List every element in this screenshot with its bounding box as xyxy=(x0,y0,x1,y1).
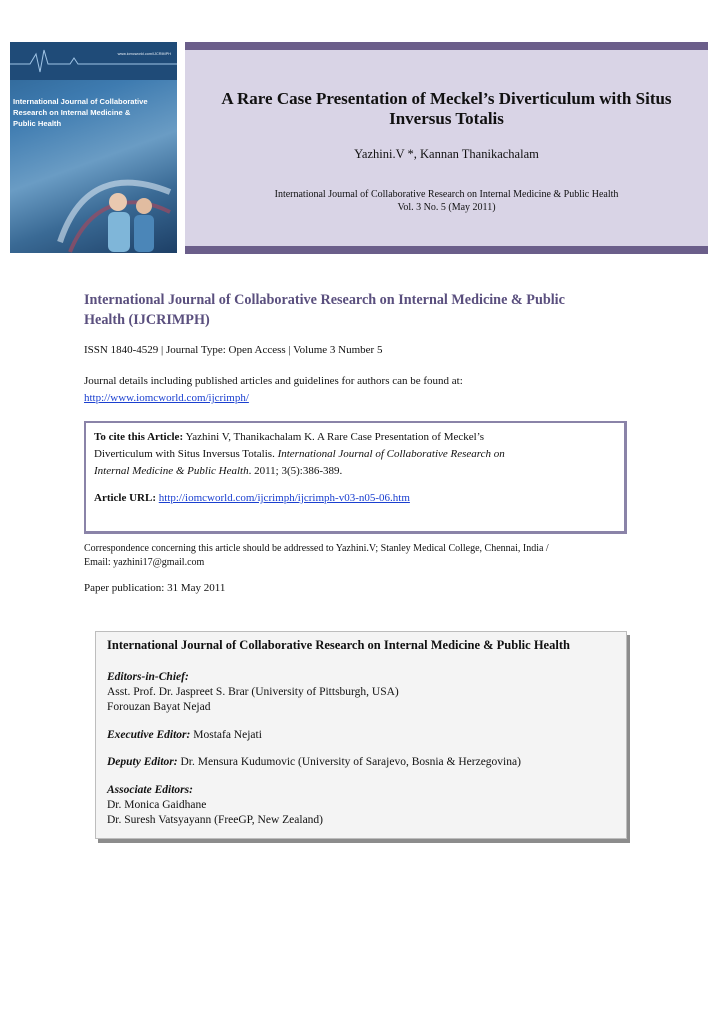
article-title xyxy=(185,89,708,129)
online-line: Medical Council (IOMC) xyxy=(13,265,60,271)
citation-journal-italic: International Journal of Collaborative Research on xyxy=(277,448,505,460)
article-title-line: A Rare Case Presentation of Meckel’s Diverticulum with Situs xyxy=(221,89,672,108)
online-line: International Online xyxy=(13,259,52,265)
correspondence-line: Correspondence concerning this article should be addressed to Yazhini.V; Stanley Medical College, Chennai, India / xyxy=(84,543,549,554)
cover-url: www.iomcworld.com/IJCRIMPH xyxy=(117,52,171,56)
correspondence xyxy=(84,542,549,570)
journal-title-line: Health (IJCRIMPH) xyxy=(84,312,210,328)
header-top-band xyxy=(185,42,708,50)
editor-in-chief-1: Asst. Prof. Dr. Jaspreet S. Brar (University of Pittsburgh, USA) xyxy=(107,686,399,698)
issn-line: ISSN 1840-4529 | Journal Type: Open Access | Volume 3 Number 5 xyxy=(84,344,383,356)
article-journal xyxy=(185,188,708,214)
associate-editor-2: Dr. Suresh Vatsyayann (FreeGP, New Zealand) xyxy=(107,814,324,826)
associate-editor-1: Dr. Monica Gaidhane xyxy=(107,799,207,811)
article-journal-line: Vol. 3 No. 5 (May 2011) xyxy=(397,202,496,213)
article-header-panel xyxy=(185,42,708,254)
citation-line-2: Diverticulum with Situs Inversus Totalis. xyxy=(94,448,275,460)
journal-details-link[interactable]: http://www.iomcworld.com/ijcrimph/ xyxy=(84,392,249,404)
editorial-board-box xyxy=(95,631,627,839)
article-url-line xyxy=(94,492,410,504)
editors-in-chief-label: Editors-in-Chief: xyxy=(107,671,189,683)
article-authors: Yazhini.V *, Kannan Thanikachalam xyxy=(354,147,539,161)
executive-editor: Executive Editor: Mostafa Nejati xyxy=(107,729,262,741)
deputy-editor: Deputy Editor: Dr. Mensura Kudumovic (University of Sarajevo, Bosnia & Herzegovina) xyxy=(107,756,521,768)
citation-journal-italic-2: Internal Medicine & Public Health xyxy=(94,465,249,477)
online-line: Online access at: xyxy=(13,254,47,259)
correspondence-email: Email: yazhini17@gmail.com xyxy=(84,557,205,568)
article-url-link[interactable]: http://iomcworld.com/ijcrimph/ijcrimph-v03-n05-06.htm xyxy=(158,492,410,504)
journal-details-text: Journal details including published articles and guidelines for authors can be found at: xyxy=(84,375,463,387)
cover-online-access xyxy=(13,254,83,276)
citation-text xyxy=(94,429,616,480)
citation-year-pages: . 2011; 3(5):386-389. xyxy=(248,465,343,477)
article-journal-line: International Journal of Collaborative Research on Internal Medicine & Public Health xyxy=(274,189,619,200)
journal-details xyxy=(84,373,463,407)
journal-cover-image xyxy=(10,42,177,276)
cover-illustration xyxy=(60,162,170,252)
cover-title xyxy=(13,96,175,129)
journal-title xyxy=(84,290,644,330)
cover-title-line: Research on Internal Medicine & xyxy=(13,108,131,117)
cover-top-bar xyxy=(10,42,177,80)
ecg-line-icon xyxy=(10,42,177,80)
citation-box xyxy=(84,421,627,534)
cover-title-line: Public Health xyxy=(13,119,62,128)
online-line: www.iomcworld.com xyxy=(13,270,53,276)
header-bottom-band xyxy=(185,246,708,254)
cover-title-line: International Journal of Collaborative xyxy=(13,97,148,106)
associate-editors-label: Associate Editors: xyxy=(107,784,193,796)
citation-line-1: Yazhini V, Thanikachalam K. A Rare Case Presentation of Meckel’s xyxy=(185,431,485,443)
citation-label: To cite this Article: xyxy=(94,431,184,443)
editor-in-chief-2: Forouzan Bayat Nejad xyxy=(107,701,211,713)
journal-title-line: International Journal of Collaborative Research on Internal Medicine & Public xyxy=(84,292,565,308)
editorial-heading: International Journal of Collaborative Research on Internal Medicine & Public Health xyxy=(107,638,570,652)
article-url-label: Article URL: xyxy=(94,492,157,504)
article-title-line: Inversus Totalis xyxy=(389,109,504,128)
publication-date: Paper publication: 31 May 2011 xyxy=(84,582,226,594)
